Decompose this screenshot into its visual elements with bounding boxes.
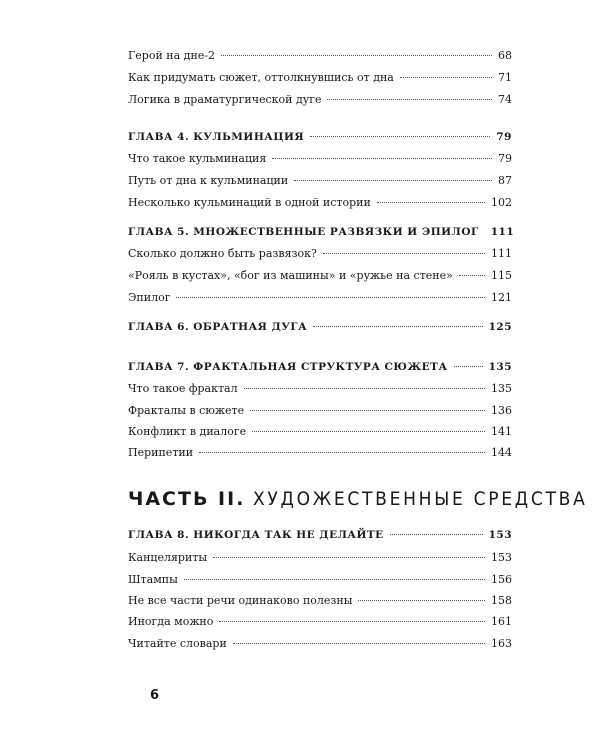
dot-leader <box>454 366 483 367</box>
dot-leader <box>294 180 492 181</box>
dot-leader <box>250 410 485 411</box>
toc-entry: Перипетии 144 <box>128 446 512 459</box>
toc-entry: Логика в драматургической дуге 74 <box>128 93 512 106</box>
dot-leader <box>358 600 485 601</box>
chapter-heading: ГЛАВА 5. МНОЖЕСТВЕННЫЕ РАЗВЯЗКИ И ЭПИЛОГ 111 <box>128 226 515 238</box>
dot-leader <box>184 579 485 580</box>
toc-entry: Как придумать сюжет, оттолкнувшись от дна 71 <box>128 71 512 84</box>
dot-leader <box>377 202 485 203</box>
toc-entry: Несколько кульминаций в одной истории 102 <box>128 196 512 209</box>
chapter-heading: ГЛАВА 4. КУЛЬМИНАЦИЯ 79 <box>128 131 512 143</box>
dot-leader <box>400 77 492 78</box>
page-number: 6 <box>150 688 160 703</box>
chapter-heading: ГЛАВА 6. ОБРАТНАЯ ДУГА 125 <box>128 321 512 333</box>
toc-entry: Что такое фрактал 135 <box>128 382 512 395</box>
dot-leader <box>219 621 485 622</box>
dot-leader <box>310 136 490 137</box>
dot-leader <box>199 452 485 453</box>
dot-leader <box>176 297 485 298</box>
toc-entry: Фракталы в сюжете 136 <box>128 404 512 417</box>
toc-entry: Канцеляриты 153 <box>128 551 512 564</box>
part-title: ХУДОЖЕСТВЕННЫЕ СРЕДСТВА <box>253 488 588 510</box>
part-heading <box>128 484 588 514</box>
chapter-heading: ГЛАВА 7. ФРАКТАЛЬНАЯ СТРУКТУРА СЮЖЕТА 135 <box>128 361 512 373</box>
toc-entry: Конфликт в диалоге 141 <box>128 425 512 438</box>
toc-entry: Сколько должно быть развязок? 111 <box>128 247 512 260</box>
dot-leader <box>323 253 485 254</box>
toc-entry: Путь от дна к кульминации 87 <box>128 174 512 187</box>
toc-entry: Эпилог 121 <box>128 291 512 304</box>
dot-leader <box>233 643 485 644</box>
chapter-heading: ГЛАВА 8. НИКОГДА ТАК НЕ ДЕЛАЙТЕ 153 <box>128 529 512 541</box>
toc-entry: Герой на дне-2 68 <box>128 49 512 62</box>
dot-leader <box>221 55 492 56</box>
dot-leader <box>252 431 485 432</box>
dot-leader <box>244 388 485 389</box>
toc-entry: «Рояль в кустах», «бог из машины» и «ружье на стене» 115 <box>128 269 512 282</box>
dot-leader <box>213 557 485 558</box>
dot-leader <box>313 326 482 327</box>
dot-leader <box>390 534 483 535</box>
dot-leader <box>459 275 485 276</box>
part-number: ЧАСТЬ II. <box>128 488 246 510</box>
toc-entry: Что такое кульминация 79 <box>128 152 512 165</box>
toc-entry: Штампы 156 <box>128 573 512 586</box>
toc-entry: Не все части речи одинаково полезны 158 <box>128 594 512 607</box>
toc-entry: Читайте словари 163 <box>128 637 512 650</box>
toc-entry: Иногда можно 161 <box>128 615 512 628</box>
dot-leader <box>327 99 492 100</box>
dot-leader <box>272 158 492 159</box>
